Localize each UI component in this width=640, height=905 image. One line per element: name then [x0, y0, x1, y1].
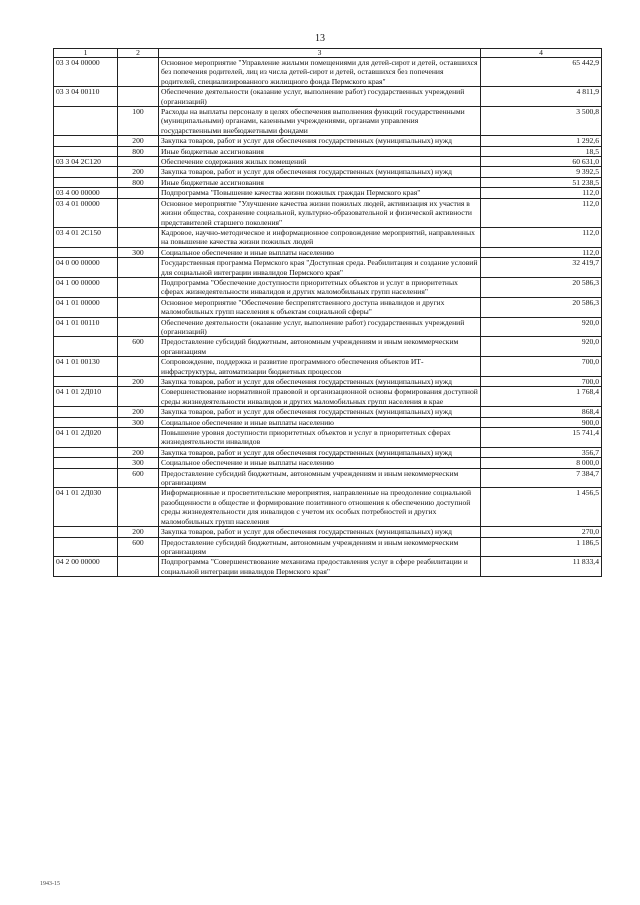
table-row	[54, 557, 602, 577]
cell-amount: 112,0	[481, 227, 602, 247]
cell-amount: 7 384,7	[481, 468, 602, 488]
cell-expense-type	[118, 58, 159, 87]
table-row	[54, 227, 602, 247]
page-number: 13	[315, 33, 325, 44]
cell-code	[54, 458, 118, 468]
cell-name: Социальное обеспечение и иные выплаты населению	[159, 458, 481, 468]
cell-name: Подпрограмма "Совершенствование механизма предоставления услуг в сфере реабилитации и социальной интеграции инвалидов Пермского края"	[159, 557, 481, 577]
cell-amount: 112,0	[481, 247, 602, 257]
cell-amount: 18,5	[481, 146, 602, 156]
cell-name: Основное мероприятие "Управление жилыми помещениями для детей-сирот и детей, оставшихся без попечения родителей, лиц из числа детей-сирот и детей, оставшихся без попечения родителей, специализированного жилищного фонда Пермского края"	[159, 58, 481, 87]
cell-amount: 1 186,5	[481, 537, 602, 557]
cell-amount: 700,0	[481, 377, 602, 387]
cell-code: 04 1 01 2Д020	[54, 428, 118, 448]
cell-code: 03 3 04 2С120	[54, 157, 118, 167]
cell-amount: 4 811,9	[481, 87, 602, 107]
cell-name: Информационные и просветительские мероприятия, направленные на преодоление социальной разобщенности в обществе и формирование позитивного отношения к обеспечению доступной среды жизнедеятельности для инвалидов с учетом их особых потребностей и других маломобильных групп населения	[159, 488, 481, 527]
cell-amount: 920,0	[481, 317, 602, 337]
cell-name: Обеспечение деятельности (оказание услуг, выполнение работ) государственных учреждений (организаций)	[159, 87, 481, 107]
cell-code: 04 0 00 00000	[54, 258, 118, 278]
cell-code	[54, 136, 118, 146]
cell-expense-type	[118, 277, 159, 297]
cell-name: Закупка товаров, работ и услуг для обеспечения государственных (муниципальных) нужд	[159, 136, 481, 146]
cell-code: 03 4 01 2С150	[54, 227, 118, 247]
header-col-1: 1	[54, 49, 118, 58]
table-row	[54, 167, 602, 177]
cell-expense-type	[118, 227, 159, 247]
cell-code	[54, 447, 118, 457]
cell-amount: 1 768,4	[481, 387, 602, 407]
table-row	[54, 337, 602, 357]
cell-code	[54, 417, 118, 427]
cell-name: Иные бюджетные ассигнования	[159, 177, 481, 187]
cell-amount: 1 456,5	[481, 488, 602, 527]
cell-amount: 868,4	[481, 407, 602, 417]
cell-expense-type: 200	[118, 407, 159, 417]
cell-amount: 20 586,3	[481, 297, 602, 317]
table-row	[54, 258, 602, 278]
cell-code	[54, 167, 118, 177]
cell-expense-type: 100	[118, 107, 159, 136]
cell-expense-type: 200	[118, 167, 159, 177]
header-col-3: 3	[159, 49, 481, 58]
cell-expense-type	[118, 557, 159, 577]
cell-name: Предоставление субсидий бюджетным, автономным учреждениям и иным некоммерческим организациям	[159, 468, 481, 488]
table-row	[54, 107, 602, 136]
cell-name: Предоставление субсидий бюджетным, автономным учреждениям и иным некоммерческим организациям	[159, 537, 481, 557]
table-row	[54, 177, 602, 187]
cell-amount: 1 292,6	[481, 136, 602, 146]
table-row	[54, 247, 602, 257]
cell-amount: 51 238,5	[481, 177, 602, 187]
cell-amount: 920,0	[481, 337, 602, 357]
cell-amount: 60 631,0	[481, 157, 602, 167]
header-col-4: 4	[481, 49, 602, 58]
table-row	[54, 188, 602, 198]
cell-amount: 900,0	[481, 417, 602, 427]
cell-name: Обеспечение содержания жилых помещений	[159, 157, 481, 167]
cell-name: Предоставление субсидий бюджетным, автономным учреждениям и иным некоммерческим организациям	[159, 337, 481, 357]
table-row	[54, 447, 602, 457]
table-body	[54, 58, 602, 577]
cell-amount: 270,0	[481, 527, 602, 537]
cell-code: 04 1 00 00000	[54, 277, 118, 297]
cell-amount: 65 442,9	[481, 58, 602, 87]
cell-code: 04 1 01 2Д010	[54, 387, 118, 407]
cell-code	[54, 337, 118, 357]
footer-code: 1943-15	[40, 881, 60, 887]
table-row	[54, 198, 602, 227]
cell-code: 03 4 00 00000	[54, 188, 118, 198]
cell-expense-type: 300	[118, 247, 159, 257]
table-row	[54, 87, 602, 107]
cell-expense-type: 300	[118, 458, 159, 468]
cell-expense-type: 300	[118, 417, 159, 427]
cell-name: Повышение уровня доступности приоритетных объектов и услуг в приоритетных сферах жизнедеятельности инвалидов	[159, 428, 481, 448]
cell-expense-type: 600	[118, 468, 159, 488]
cell-code: 04 1 01 00130	[54, 357, 118, 377]
cell-code	[54, 146, 118, 156]
cell-name: Расходы на выплаты персоналу в целях обеспечения выполнения функций государственными (муниципальными) органами, казенными учреждениями, органами управления государственными внебюджетными фондами	[159, 107, 481, 136]
table-row	[54, 146, 602, 156]
table-row	[54, 428, 602, 448]
cell-expense-type: 200	[118, 136, 159, 146]
cell-name: Основное мероприятие "Улучшение качества жизни пожилых людей, активизация их участия в жизни общества, сохранение социальной, культурно-образовательной и физической активности представителей старшего поколения"	[159, 198, 481, 227]
cell-name: Закупка товаров, работ и услуг для обеспечения государственных (муниципальных) нужд	[159, 527, 481, 537]
cell-code: 03 3 04 00000	[54, 58, 118, 87]
cell-code	[54, 377, 118, 387]
table-row	[54, 527, 602, 537]
cell-expense-type	[118, 488, 159, 527]
cell-name: Закупка товаров, работ и услуг для обеспечения государственных (муниципальных) нужд	[159, 407, 481, 417]
table-row	[54, 537, 602, 557]
cell-code: 04 1 01 00110	[54, 317, 118, 337]
cell-name: Подпрограмма "Обеспечение доступности приоритетных объектов и услуг в приоритетных сферах жизнедеятельности инвалидов и других маломобильных групп населения"	[159, 277, 481, 297]
cell-code: 03 3 04 00110	[54, 87, 118, 107]
budget-table	[53, 48, 602, 577]
cell-code	[54, 107, 118, 136]
cell-expense-type	[118, 317, 159, 337]
cell-code	[54, 407, 118, 417]
cell-expense-type: 800	[118, 146, 159, 156]
table-row	[54, 317, 602, 337]
cell-amount: 11 833,4	[481, 557, 602, 577]
table-row	[54, 387, 602, 407]
table-row	[54, 458, 602, 468]
cell-expense-type	[118, 297, 159, 317]
cell-name: Закупка товаров, работ и услуг для обеспечения государственных (муниципальных) нужд	[159, 167, 481, 177]
cell-name: Иные бюджетные ассигнования	[159, 146, 481, 156]
cell-code	[54, 468, 118, 488]
cell-name: Совершенствование нормативной правовой и организационной основы формирования доступной среды жизнедеятельности инвалидов и других маломобильных групп населения в крае	[159, 387, 481, 407]
cell-name: Социальное обеспечение и иные выплаты населению	[159, 247, 481, 257]
cell-name: Основное мероприятие "Обеспечение беспрепятственного доступа инвалидов и других маломобильных групп населения к объектам социальной сферы"	[159, 297, 481, 317]
table-row	[54, 136, 602, 146]
table-row	[54, 377, 602, 387]
cell-code: 04 2 00 00000	[54, 557, 118, 577]
cell-amount: 356,7	[481, 447, 602, 457]
cell-code: 04 1 01 2Д030	[54, 488, 118, 527]
cell-amount: 32 419,7	[481, 258, 602, 278]
table-row	[54, 357, 602, 377]
cell-name: Обеспечение деятельности (оказание услуг, выполнение работ) государственных учреждений (организаций)	[159, 317, 481, 337]
cell-expense-type: 200	[118, 377, 159, 387]
cell-expense-type: 800	[118, 177, 159, 187]
header-col-2: 2	[118, 49, 159, 58]
cell-name: Государственная программа Пермского края "Доступная среда. Реабилитация и создание условий для социальной интеграции инвалидов Пермского края"	[159, 258, 481, 278]
cell-amount: 700,0	[481, 357, 602, 377]
cell-amount: 20 586,3	[481, 277, 602, 297]
cell-name: Закупка товаров, работ и услуг для обеспечения государственных (муниципальных) нужд	[159, 447, 481, 457]
table-row	[54, 417, 602, 427]
table-row	[54, 58, 602, 87]
cell-amount: 112,0	[481, 198, 602, 227]
cell-name: Подпрограмма "Повышение качества жизни пожилых граждан Пермского края"	[159, 188, 481, 198]
cell-expense-type	[118, 357, 159, 377]
cell-expense-type: 200	[118, 527, 159, 537]
cell-amount: 9 392,5	[481, 167, 602, 177]
cell-code: 03 4 01 00000	[54, 198, 118, 227]
cell-expense-type: 600	[118, 537, 159, 557]
cell-expense-type	[118, 198, 159, 227]
cell-name: Сопровождение, поддержка и развитие программного обеспечения объектов ИТ-инфраструктуры, автоматизации бюджетных процессов	[159, 357, 481, 377]
cell-name: Социальное обеспечение и иные выплаты населению	[159, 417, 481, 427]
cell-amount: 3 500,8	[481, 107, 602, 136]
table-row	[54, 468, 602, 488]
cell-amount: 8 000,0	[481, 458, 602, 468]
cell-name: Кадровое, научно-методическое и информационное сопровождение мероприятий, направленных на повышение качества жизни пожилых людей	[159, 227, 481, 247]
cell-expense-type: 600	[118, 337, 159, 357]
cell-expense-type: 200	[118, 447, 159, 457]
cell-code	[54, 527, 118, 537]
table-row	[54, 488, 602, 527]
cell-expense-type	[118, 258, 159, 278]
table-row	[54, 407, 602, 417]
cell-name: Закупка товаров, работ и услуг для обеспечения государственных (муниципальных) нужд	[159, 377, 481, 387]
table-row	[54, 277, 602, 297]
cell-expense-type	[118, 387, 159, 407]
cell-code	[54, 537, 118, 557]
table-row	[54, 157, 602, 167]
cell-expense-type	[118, 87, 159, 107]
cell-code	[54, 247, 118, 257]
cell-amount: 112,0	[481, 188, 602, 198]
cell-expense-type	[118, 428, 159, 448]
table-header-row	[54, 49, 602, 58]
cell-amount: 15 741,4	[481, 428, 602, 448]
cell-code: 04 1 01 00000	[54, 297, 118, 317]
table-row	[54, 297, 602, 317]
cell-expense-type	[118, 188, 159, 198]
cell-expense-type	[118, 157, 159, 167]
cell-code	[54, 177, 118, 187]
